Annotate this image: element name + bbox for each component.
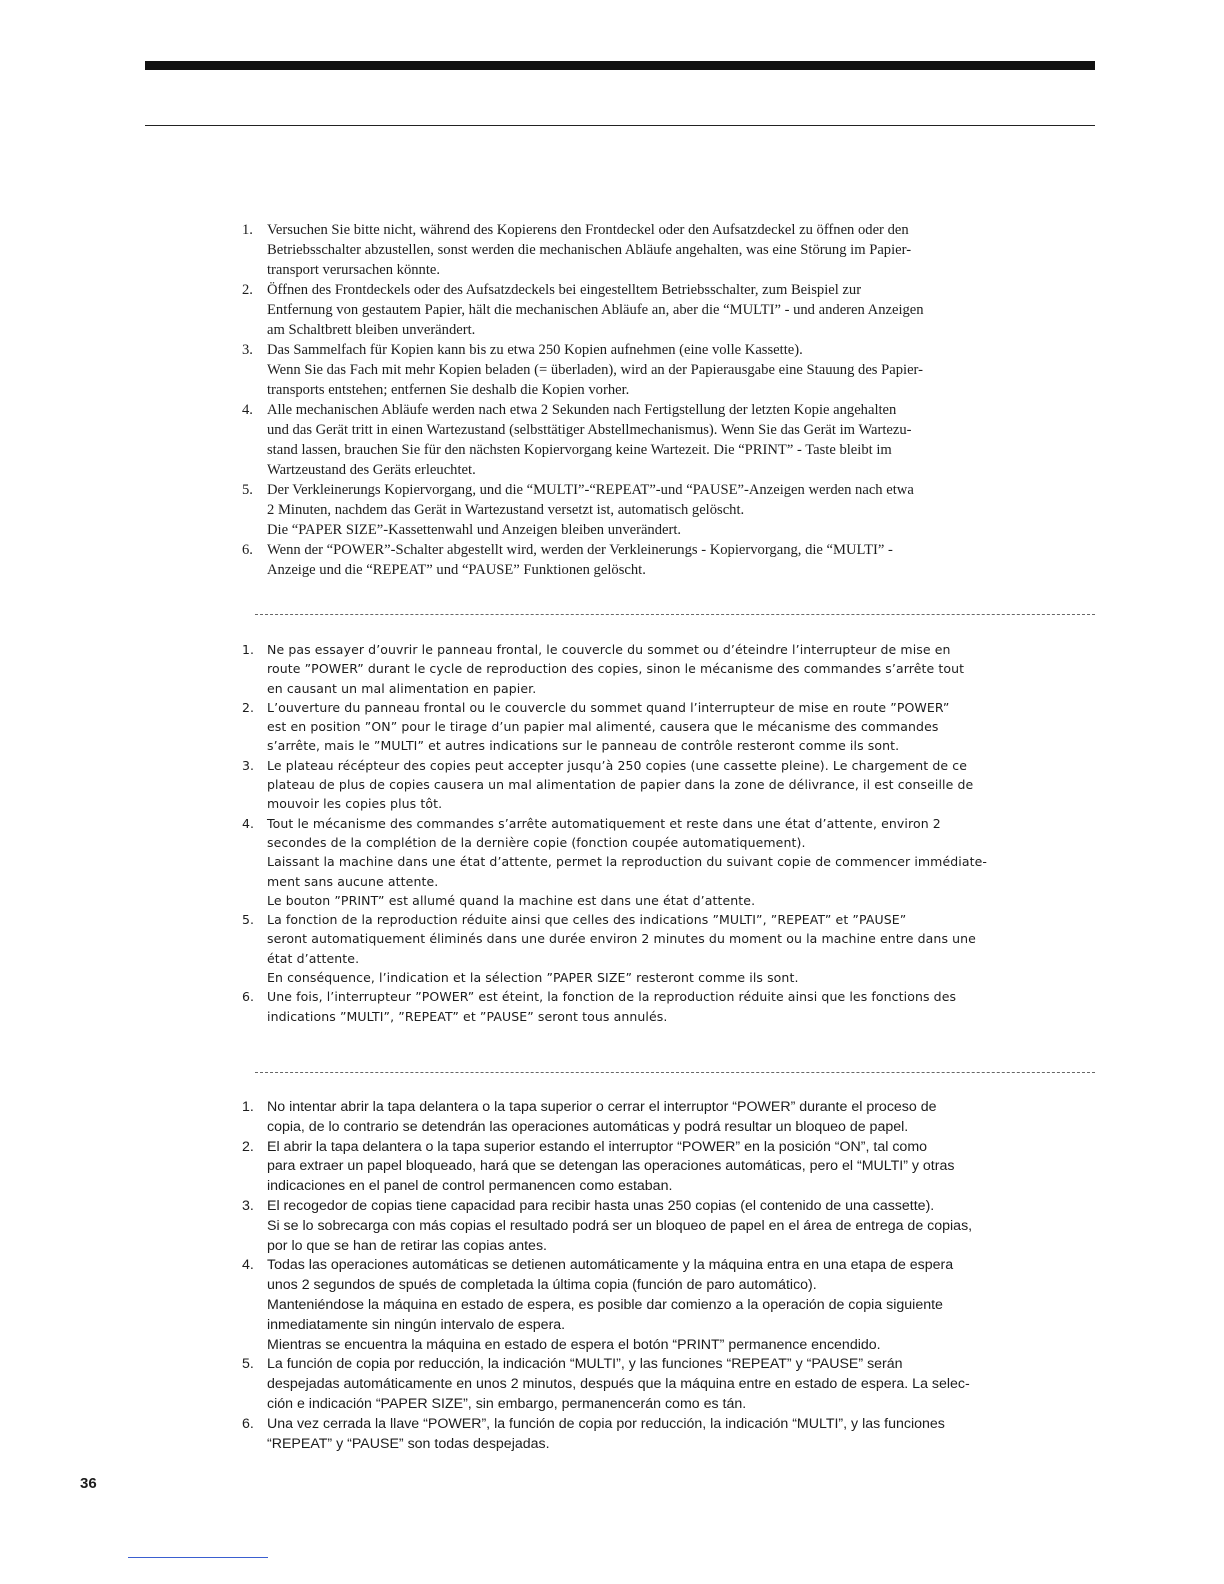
- french-note-item-number: 1.: [242, 642, 255, 657]
- german-note-item-line: Der Verkleinerungs Kopiervorgang, und die “MULTI”-“REPEAT”-und “PAUSE”-Anzeigen werden nach etwa: [267, 482, 914, 498]
- german-note-item-number: 5.: [242, 482, 253, 498]
- spanish-note-item-1: [242, 1098, 1097, 1138]
- spanish-note-item-line: “REPEAT” y “PAUSE” son todas despejadas.: [267, 1435, 550, 1452]
- german-notes: [242, 220, 1097, 580]
- french-note-item-line: mouvoir les copies plus tôt.: [267, 796, 443, 812]
- spanish-note-item-line: El abrir la tapa delantera o la tapa superior estando el interruptor “POWER” en la posición “ON”, tal como: [267, 1138, 928, 1155]
- french-note-item-line: état d’attente.: [267, 950, 360, 966]
- german-note-item-line: Wenn der “POWER”-Schalter abgestellt wird, werden der Verkleinerungs - Kopiervorgang, die “MULTI” -: [267, 542, 893, 558]
- french-note-item-number: 6.: [242, 989, 255, 1005]
- spanish-note-item-line: despejadas automáticamente en unos 2 minutos, después que la máquina entre en estado de espera. La selec-: [267, 1376, 970, 1393]
- german-note-item-number: 4.: [242, 402, 253, 418]
- french-note-item-line: Laissant la machine dans une état d’attente, permet la reproduction du suivant copie de commencer immédiate-: [267, 854, 988, 870]
- spanish-note-item-number: 5.: [242, 1356, 254, 1373]
- french-note-item-line: Une fois, l’interrupteur ”POWER” est éteint, la fonction de la reproduction réduite ainsi que les fonctions des: [267, 989, 957, 1005]
- spanish-notes: [242, 1098, 1097, 1454]
- french-note-item-line: Le bouton ”PRINT” est allumé quand la machine est dans une état d’attente.: [267, 892, 756, 908]
- french-note-item-number: 2.: [242, 699, 255, 715]
- spanish-note-item-number: 6.: [242, 1415, 254, 1432]
- spanish-note-item-number: 2.: [242, 1138, 254, 1155]
- german-note-item-line: am Schaltbrett bleiben unverändert.: [267, 322, 476, 338]
- german-note-item-line: Öffnen des Frontdeckels oder des Aufsatzdeckels bei eingestelltem Betriebsschalter, zum Beispiel zur: [267, 282, 862, 298]
- spanish-note-item-line: por lo que se han de retirar las copias antes.: [267, 1237, 547, 1254]
- spanish-note-item-line: indicaciones en el panel de control permanencen como estaban.: [267, 1178, 673, 1195]
- french-note-item-number: 4.: [242, 815, 255, 831]
- german-note-item-1: [242, 220, 1097, 280]
- spanish-note-item-5: [242, 1355, 1097, 1414]
- french-note-item-line: Le plateau récépteur des copies peut accepter jusqu’à 250 copies (une cassette pleine). Le chargement de ce: [267, 757, 968, 773]
- french-note-item-line: s’arrête, mais le ”MULTI” et autres indications sur le panneau de contrôle resteront comme ils sont.: [267, 738, 900, 754]
- section-divider-2: [255, 1072, 1095, 1073]
- spanish-note-item-line: Manteniéndose la máquina en estado de espera, es posible dar comienzo a la operación de copia siguiente: [267, 1296, 943, 1313]
- french-note-item-line: ment sans aucune attente.: [267, 873, 439, 889]
- german-note-item-3: [242, 340, 1097, 400]
- french-notes: [242, 640, 1097, 1026]
- german-note-item-number: 2.: [242, 282, 253, 298]
- french-note-item-5: [242, 910, 1097, 987]
- german-note-item-line: Betriebsschalter abzustellen, sonst werden die mechanischen Abläufe angehalten, was eine Störung im Papier-: [267, 242, 912, 258]
- french-note-item-line: Ne pas essayer d’ouvrir le panneau frontal, le couvercle du sommet ou d’éteindre l’interrupteur de mise en: [267, 642, 951, 657]
- footer-rule: [128, 1557, 268, 1558]
- french-note-item-line: Tout le mécanisme des commandes s’arrête automatiquement et reste dans une état d’attente, environ 2: [267, 815, 941, 831]
- german-note-item-line: und das Gerät tritt in einen Wartezustand (selbsttätiger Abstellmechanismus). Wenn Sie das Gerät im Wartezu-: [267, 422, 912, 438]
- german-note-item-line: Das Sammelfach für Kopien kann bis zu etwa 250 Kopien aufnehmen (eine volle Kassette).: [267, 342, 803, 358]
- page-number: 36: [80, 1475, 97, 1492]
- french-note-item-line: est en position ”ON” pour le tirage d’un papier mal alimenté, causera que le mécanisme des commandes: [267, 719, 939, 735]
- french-note-item-line: secondes de la complétion de la dernière copie (fonction coupée automatiquement).: [267, 834, 806, 850]
- german-note-item-line: Wenn Sie das Fach mit mehr Kopien beladen (= überladen), wird an der Papierausgabe eine Stauung des Papier-: [267, 362, 923, 378]
- german-note-item-line: Entfernung von gestautem Papier, hält die mechanischen Abläufe an, aber die “MULTI” - und anderen Anzeigen: [267, 302, 924, 318]
- french-note-item-4: [242, 814, 1097, 910]
- spanish-note-item-line: Si se lo sobrecarga con más copias el resultado podrá ser un bloqueo de papel en el área de entrega de copias,: [267, 1217, 973, 1234]
- spanish-note-item-line: La función de copia por reducción, la indicación “MULTI”, y las funciones “REPEAT” y “PAUSE” serán: [267, 1356, 903, 1373]
- german-note-item-number: 1.: [242, 222, 253, 238]
- german-note-item-number: 6.: [242, 542, 253, 558]
- german-note-item-line: stand lassen, brauchen Sie für den nächsten Kopiervorgang keine Wartezeit. Die “PRINT” - Taste bleibt im: [267, 442, 892, 458]
- french-note-item-line: seront automatiquement éliminés dans une durée environ 2 minutes du moment ou la machine entre dans une: [267, 931, 976, 947]
- french-note-item-line: L’ouverture du panneau frontal ou le couvercle du sommet quand l’interrupteur de mise en route ”POWER”: [267, 699, 950, 715]
- header-thick-rule: [145, 61, 1095, 70]
- spanish-note-item-line: Todas las operaciones automáticas se detienen automáticamente y la máquina entra en una etapa de espera: [267, 1257, 954, 1274]
- french-note-item-6: [242, 987, 1097, 1026]
- spanish-note-item-3: [242, 1197, 1097, 1256]
- french-note-item-line: route ”POWER” durant le cycle de reproduction des copies, sinon le mécanisme des commandes s’arrête tout: [267, 661, 965, 677]
- german-note-item-line: Alle mechanischen Abläufe werden nach etwa 2 Sekunden nach Fertigstellung der letzten Kopie angehalten: [267, 402, 897, 418]
- french-note-item-2: [242, 698, 1097, 756]
- german-note-item-2: [242, 280, 1097, 340]
- spanish-note-item-line: Una vez cerrada la llave “POWER”, la función de copia por reducción, la indicación “MULTI”, y las funciones: [267, 1415, 945, 1432]
- french-note-item-3: [242, 756, 1097, 814]
- french-note-item-line: plateau de plus de copies causera un mal alimentation de papier dans la zone de délivrance, il est conseille de: [267, 777, 974, 793]
- german-note-item-line: Versuchen Sie bitte nicht, während des Kopierens den Frontdeckel oder den Aufsatzdeckel zu öffnen oder den: [267, 222, 909, 238]
- spanish-note-item-6: [242, 1415, 1097, 1455]
- french-note-item-line: En conséquence, l’indication et la sélection ”PAPER SIZE” resteront comme ils sont.: [267, 970, 799, 986]
- german-note-item-4: [242, 400, 1097, 480]
- german-note-item-number: 3.: [242, 342, 253, 358]
- spanish-note-item-number: 1.: [242, 1099, 254, 1115]
- spanish-note-item-line: inmediatamente sin ningún intervalo de espera.: [267, 1316, 566, 1333]
- french-note-item-line: indications ”MULTI”, ”REPEAT” et ”PAUSE” seront tous annulés.: [267, 1008, 668, 1024]
- section-divider-1: [255, 614, 1095, 615]
- french-note-item-line: La fonction de la reproduction réduite ainsi que celles des indications ”MULTI”, ”REPEAT” et ”PAUSE”: [267, 912, 907, 928]
- german-note-item-6: [242, 540, 1097, 580]
- german-note-item-line: transport verursachen könnte.: [267, 262, 441, 278]
- header-thin-rule: [145, 125, 1095, 126]
- spanish-note-item-line: unos 2 segundos de spués de completada la última copia (función de paro automático).: [267, 1277, 817, 1294]
- german-note-item-line: 2 Minuten, nachdem das Gerät in Wartezustand versetzt ist, automatisch gelöscht.: [267, 502, 745, 518]
- german-note-item-5: [242, 480, 1097, 540]
- spanish-note-item-line: para extraer un papel bloqueado, hará que se detengan las operaciones automáticas, pero el “MULTI” y otras: [267, 1158, 955, 1175]
- french-note-item-number: 5.: [242, 912, 255, 928]
- german-note-item-line: transports entstehen; entfernen Sie deshalb die Kopien vorher.: [267, 382, 630, 398]
- spanish-note-item-line: No intentar abrir la tapa delantera o la tapa superior o cerrar el interruptor “POWER” durante el proceso de: [267, 1099, 937, 1115]
- spanish-note-item-line: copia, de lo contrario se detendrán las operaciones automáticas y podrá resultar un bloqueo de papel.: [267, 1118, 909, 1135]
- german-note-item-line: Anzeige und die “REPEAT” und “PAUSE” Funktionen gelöscht.: [267, 562, 646, 578]
- french-note-item-line: en causant un mal alimentation en papier.: [267, 680, 537, 696]
- spanish-note-item-line: ción e indicación “PAPER SIZE”, sin embargo, permanencerán como es tán.: [267, 1395, 747, 1412]
- spanish-note-item-4: [242, 1256, 1097, 1355]
- spanish-note-item-number: 3.: [242, 1197, 254, 1214]
- french-note-item-number: 3.: [242, 757, 255, 773]
- spanish-note-item-number: 4.: [242, 1257, 254, 1274]
- german-note-item-line: Die “PAPER SIZE”-Kassettenwahl und Anzeigen bleiben unverändert.: [267, 522, 682, 538]
- spanish-note-item-2: [242, 1138, 1097, 1197]
- german-note-item-line: Wartzeustand des Geräts erleuchtet.: [267, 462, 476, 478]
- spanish-note-item-line: Mientras se encuentra la máquina en estado de espera el botón “PRINT” permanence encendido.: [267, 1336, 881, 1353]
- spanish-note-item-line: El recogedor de copias tiene capacidad para recibir hasta unas 250 copias (el contenido de una cassette).: [267, 1197, 935, 1214]
- french-note-item-1: [242, 640, 1097, 698]
